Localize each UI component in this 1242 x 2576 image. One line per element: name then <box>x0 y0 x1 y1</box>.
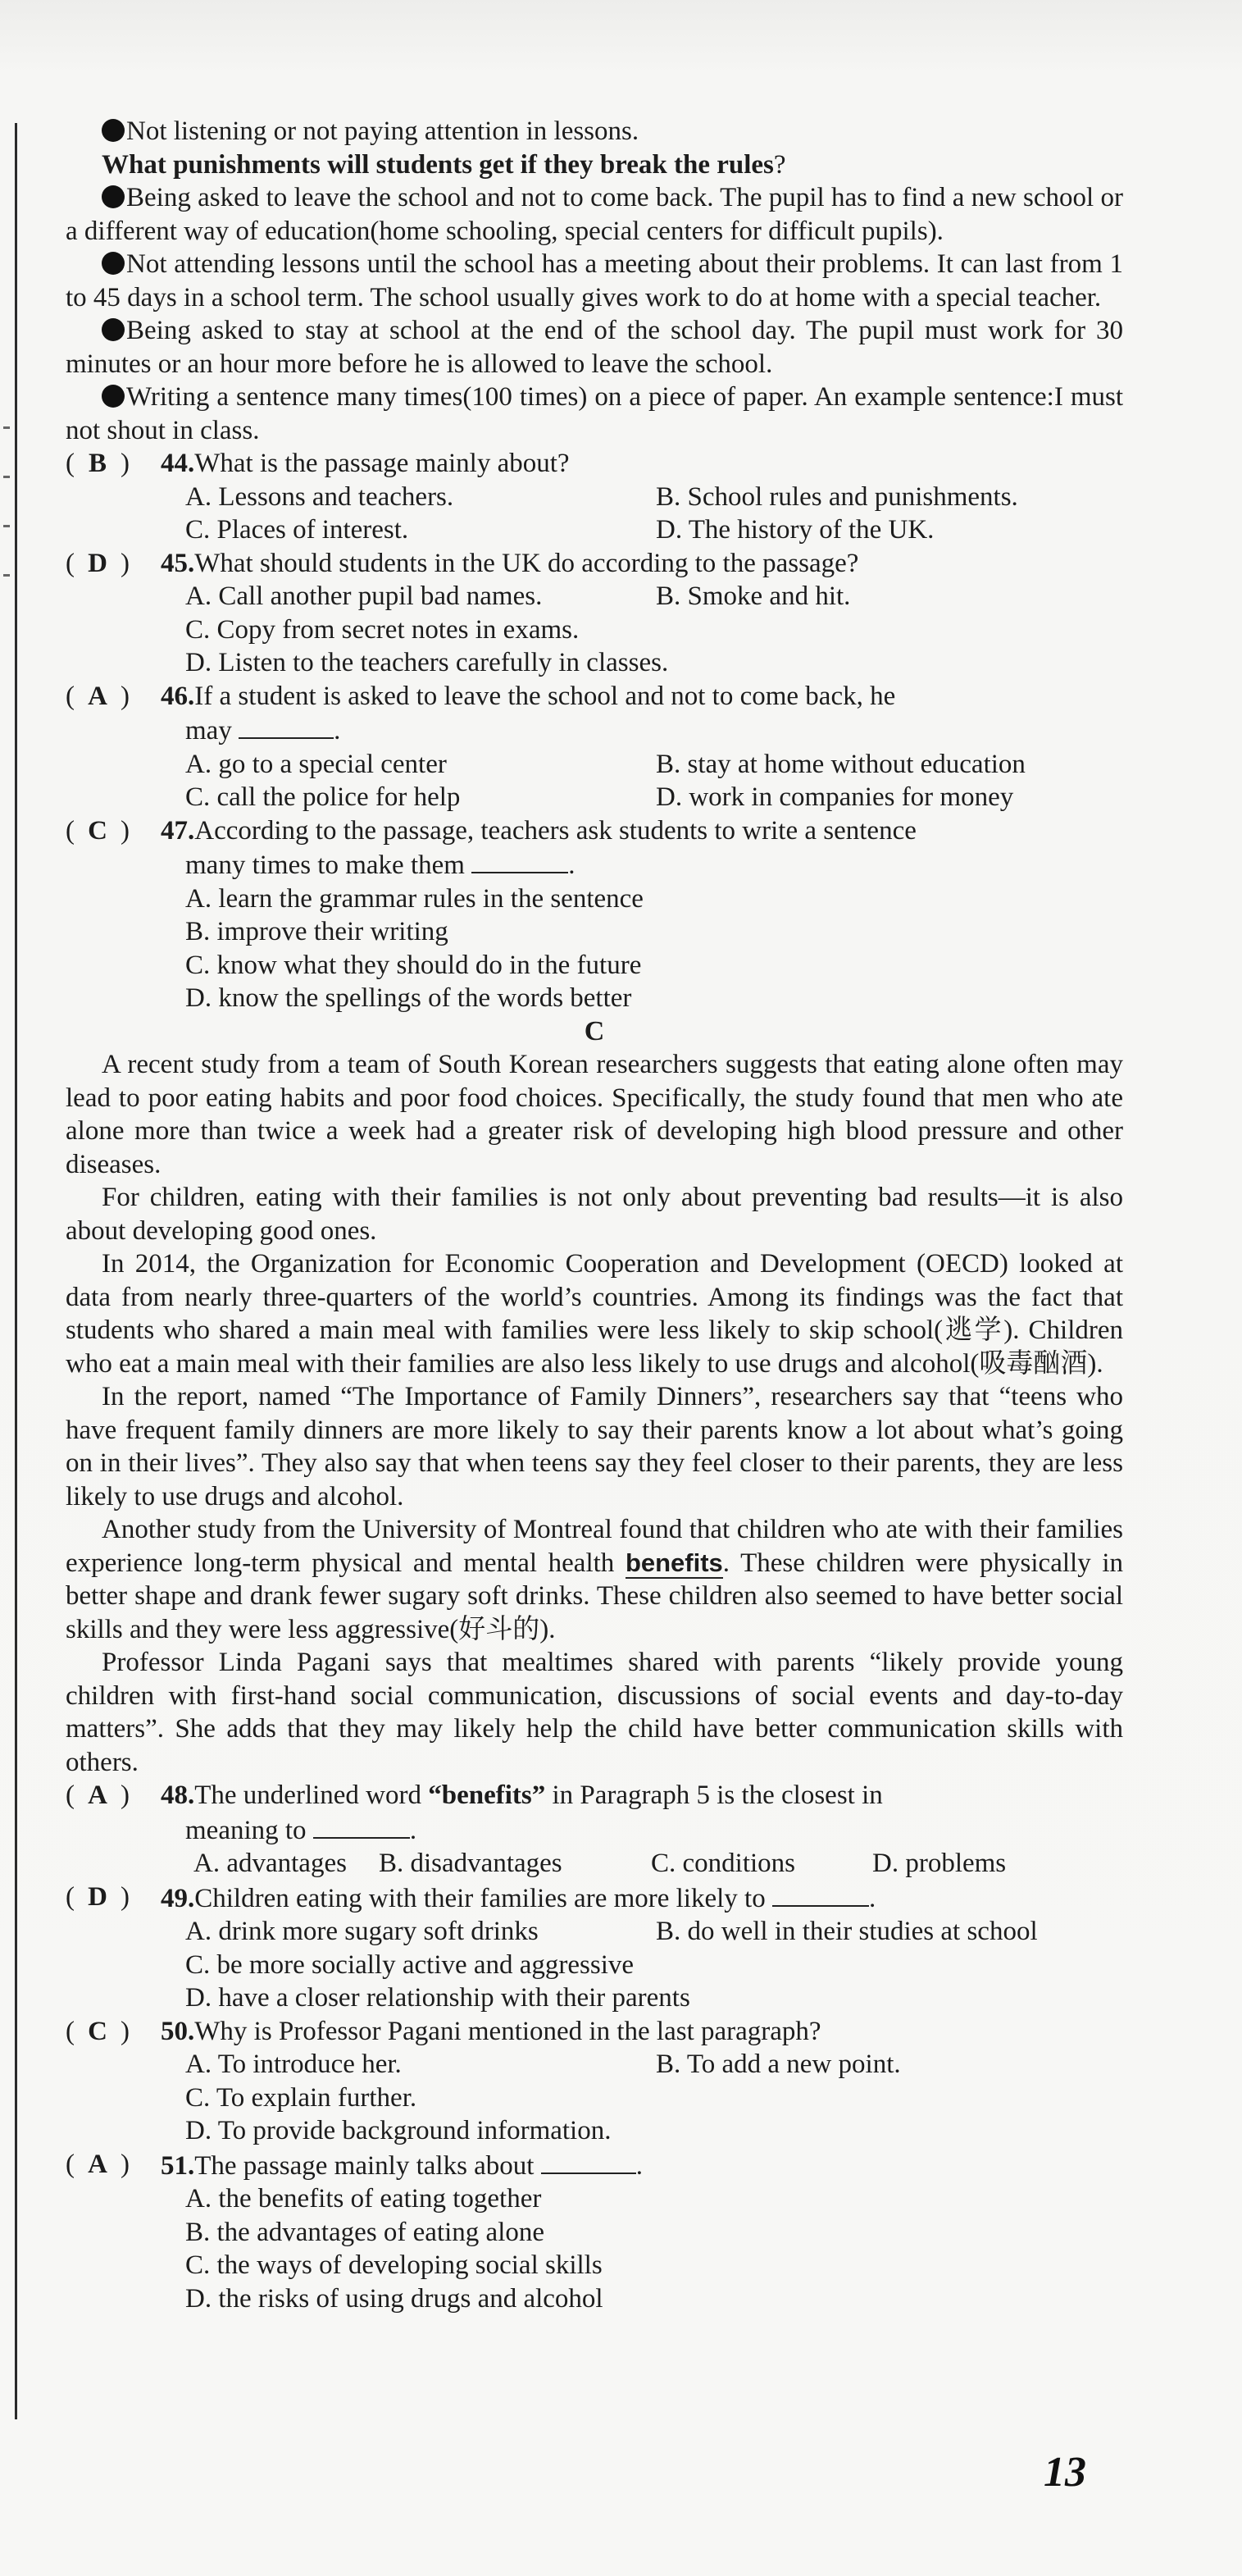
bullet-item: Being asked to leave the school and not to come back. The pupil has to find a new school or a different way of education(home schooling, special centers for difficult pupils). <box>66 183 1123 246</box>
option-d: D. The history of the UK. <box>656 515 935 545</box>
option-b: B. disadvantages <box>379 1849 562 1878</box>
answer-bracket: ( A ) <box>66 2149 130 2179</box>
option-a: A. go to a special center <box>185 749 447 779</box>
option-d: D. have a closer relationship with their parents <box>185 1983 690 2013</box>
bullet-item: Being asked to stay at school at the end of the school day. The pupil must work for 30 minutes or an hour more before he is allowed to leave the school. <box>66 316 1123 379</box>
option-a: A. learn the grammar rules in the sentence <box>185 883 644 914</box>
option-d: D. Listen to the teachers carefully in classes. <box>185 648 669 677</box>
question-50: ( C ) 50.Why is Professor Pagani mentioned in the last paragraph? A. To introduce her. B. To add a new point. C. To explain further. D. To provide background information. <box>66 2015 1123 2148</box>
section-c-title: C <box>584 1015 605 1046</box>
answer-bracket: ( D ) <box>66 548 130 578</box>
option-a: A. the benefits of eating together <box>185 2184 542 2214</box>
passage-paragraph-3: In 2014, the Organization for Economic Cooperation and Development (OECD) looked at data from nearly three-quarters of the world’s countries. Among its findings was the fact that students who shared a main meal with families were less likely to skip school(逃学). Children who eat a main meal with their families are also less likely to use drugs and alcohol(吸毒酗酒). <box>66 1249 1123 1379</box>
content-column <box>66 115 1123 2315</box>
option-a: A. To introduce her. <box>185 2049 402 2079</box>
option-c: C. the ways of developing social skills <box>185 2250 603 2280</box>
option-b: B. do well in their studies at school <box>656 1917 1038 1946</box>
answer-bracket: ( A ) <box>66 1780 130 1810</box>
option-c: C. Places of interest. <box>185 515 409 545</box>
question-51: ( A ) 51.The passage mainly talks about . A. the benefits of eating together B. the advantages of eating alone C. the ways of developing social skills D. the risks of using drugs and alcohol <box>66 2148 1123 2316</box>
option-b: B. School rules and punishments. <box>656 481 1018 512</box>
passage-paragraph-1: A recent study from a team of South Korean researchers suggests that eating alone often may lead to poor eating habits and poor food choices. Specifically, the study found that men who ate alone more than twice a week had a greater risk of developing high blood pressure and other diseases. <box>66 1050 1123 1179</box>
bullet-dot-icon <box>102 119 125 142</box>
margin-mark <box>3 476 10 478</box>
option-d: D. To provide background information. <box>185 2116 612 2145</box>
answer-bracket: ( A ) <box>66 681 130 711</box>
question-47: ( C ) 47.According to the passage, teachers ask students to write a sentence many times to make them . A. learn the grammar rules in the sentence B. improve their writing C. know what they should do in the future D. know the spellings of the words better <box>66 814 1123 1015</box>
passage-paragraph-4: In the report, named “The Importance of Family Dinners”, researchers say that “teens who have frequent family dinners are more likely to say their parents know a lot about what’s going on in their lives”. They also say that when teens say they feel closer to their parents, they are less likely to use drugs and alcohol. <box>66 1382 1123 1511</box>
bullet-item: Not attending lessons until the school has a meeting about their problems. It can last from 1 to 45 days in a school term. The school usually gives work to do at home with a special teacher. <box>66 249 1123 312</box>
option-c: C. know what they should do in the future <box>185 950 642 980</box>
margin-mark <box>3 525 10 527</box>
option-d: D. problems <box>872 1849 1007 1878</box>
bullet-dot-icon <box>102 252 125 275</box>
answer-blank <box>772 1881 869 1907</box>
option-c: C. call the police for help <box>185 782 461 812</box>
bullet-item: Writing a sentence many times(100 times) on a piece of paper. An example sentence:I must not shout in class. <box>66 382 1123 445</box>
question-45: ( D ) 45.What should students in the UK do according to the passage? A. Call another pupil bad names. B. Smoke and hit. C. Copy from secret notes in exams. D. Listen to the teachers carefully in classes. <box>66 547 1123 680</box>
page-number: 13 <box>1044 2449 1086 2496</box>
bullet-item: Not listening or not paying attention in lessons. <box>66 115 1123 148</box>
option-c: C. be more socially active and aggressive <box>185 1949 635 1980</box>
option-a: A. advantages <box>193 1849 347 1878</box>
bullet-dot-icon <box>102 185 125 208</box>
option-b: B. the advantages of eating alone <box>185 2217 545 2247</box>
question-46: ( A ) 46.If a student is asked to leave the school and not to come back, he may . A. go to a special center B. stay at home without education C. call the police for help D. work in companies for money <box>66 680 1123 814</box>
margin-mark <box>3 574 10 577</box>
binding-margin-line <box>15 123 17 2419</box>
bullet-dot-icon <box>102 385 125 408</box>
option-a: A. Lessons and teachers. <box>185 481 454 512</box>
option-d: D. work in companies for money <box>656 782 1014 812</box>
option-c: C. conditions <box>651 1849 796 1878</box>
section-heading: What punishments will students get if they break the rules? <box>102 149 786 180</box>
option-b: B. stay at home without education <box>656 749 1026 779</box>
option-d: D. the risks of using drugs and alcohol <box>185 2283 603 2314</box>
option-d: D. know the spellings of the words better <box>185 983 632 1013</box>
answer-bracket: ( C ) <box>66 2016 130 2046</box>
answer-blank <box>239 713 334 739</box>
margin-mark <box>3 426 10 429</box>
answer-bracket: ( D ) <box>66 1881 130 1912</box>
underlined-word: benefits <box>625 1548 723 1577</box>
option-b: B. To add a new point. <box>656 2049 901 2079</box>
answer-bracket: ( B ) <box>66 449 130 478</box>
option-a: A. drink more sugary soft drinks <box>185 1917 539 1946</box>
answer-bracket: ( C ) <box>66 815 130 846</box>
bullet-dot-icon <box>102 318 125 341</box>
passage-paragraph-6: Professor Linda Pagani says that mealtimes shared with parents “likely provide young children with first-hand social communication, discussions of social events and day-to-day matters”. She adds that they may likely help the child have better communication skills with others. <box>66 1648 1123 1777</box>
passage-paragraph-5: Another study from the University of Montreal found that children who ate with their families experience long-term physical and mental health benefits. These children were physically in better shape and drank fewer sugary soft drinks. These children also seemed to have better social skills and they were less aggressive(好斗的). <box>66 1515 1123 1644</box>
option-c: C. To explain further. <box>185 2082 417 2113</box>
option-a: A. Call another pupil bad names. <box>185 581 543 611</box>
answer-blank <box>541 2148 636 2174</box>
option-c: C. Copy from secret notes in exams. <box>185 614 580 645</box>
question-48: ( A ) 48.The underlined word “benefits” in Paragraph 5 is the closest in meaning to . A. advantages B. disadvantages C. conditions D. problems <box>66 1779 1123 1881</box>
question-44: ( B ) 44.What is the passage mainly about? A. Lessons and teachers. B. School rules and punishments. C. Places of interest. D. The history of the UK. <box>66 447 1123 547</box>
option-b: B. Smoke and hit. <box>656 581 851 611</box>
passage-paragraph-2: For children, eating with their families is not only about preventing bad results—it is also about developing good ones. <box>66 1183 1123 1246</box>
question-49: ( D ) 49.Children eating with their families are more likely to . A. drink more sugary soft drinks B. do well in their studies at school C. be more socially active and aggressive D. have a closer relationship with their parents <box>66 1881 1123 2015</box>
answer-blank <box>471 847 568 873</box>
option-b: B. improve their writing <box>185 917 448 946</box>
answer-blank <box>313 1812 410 1839</box>
